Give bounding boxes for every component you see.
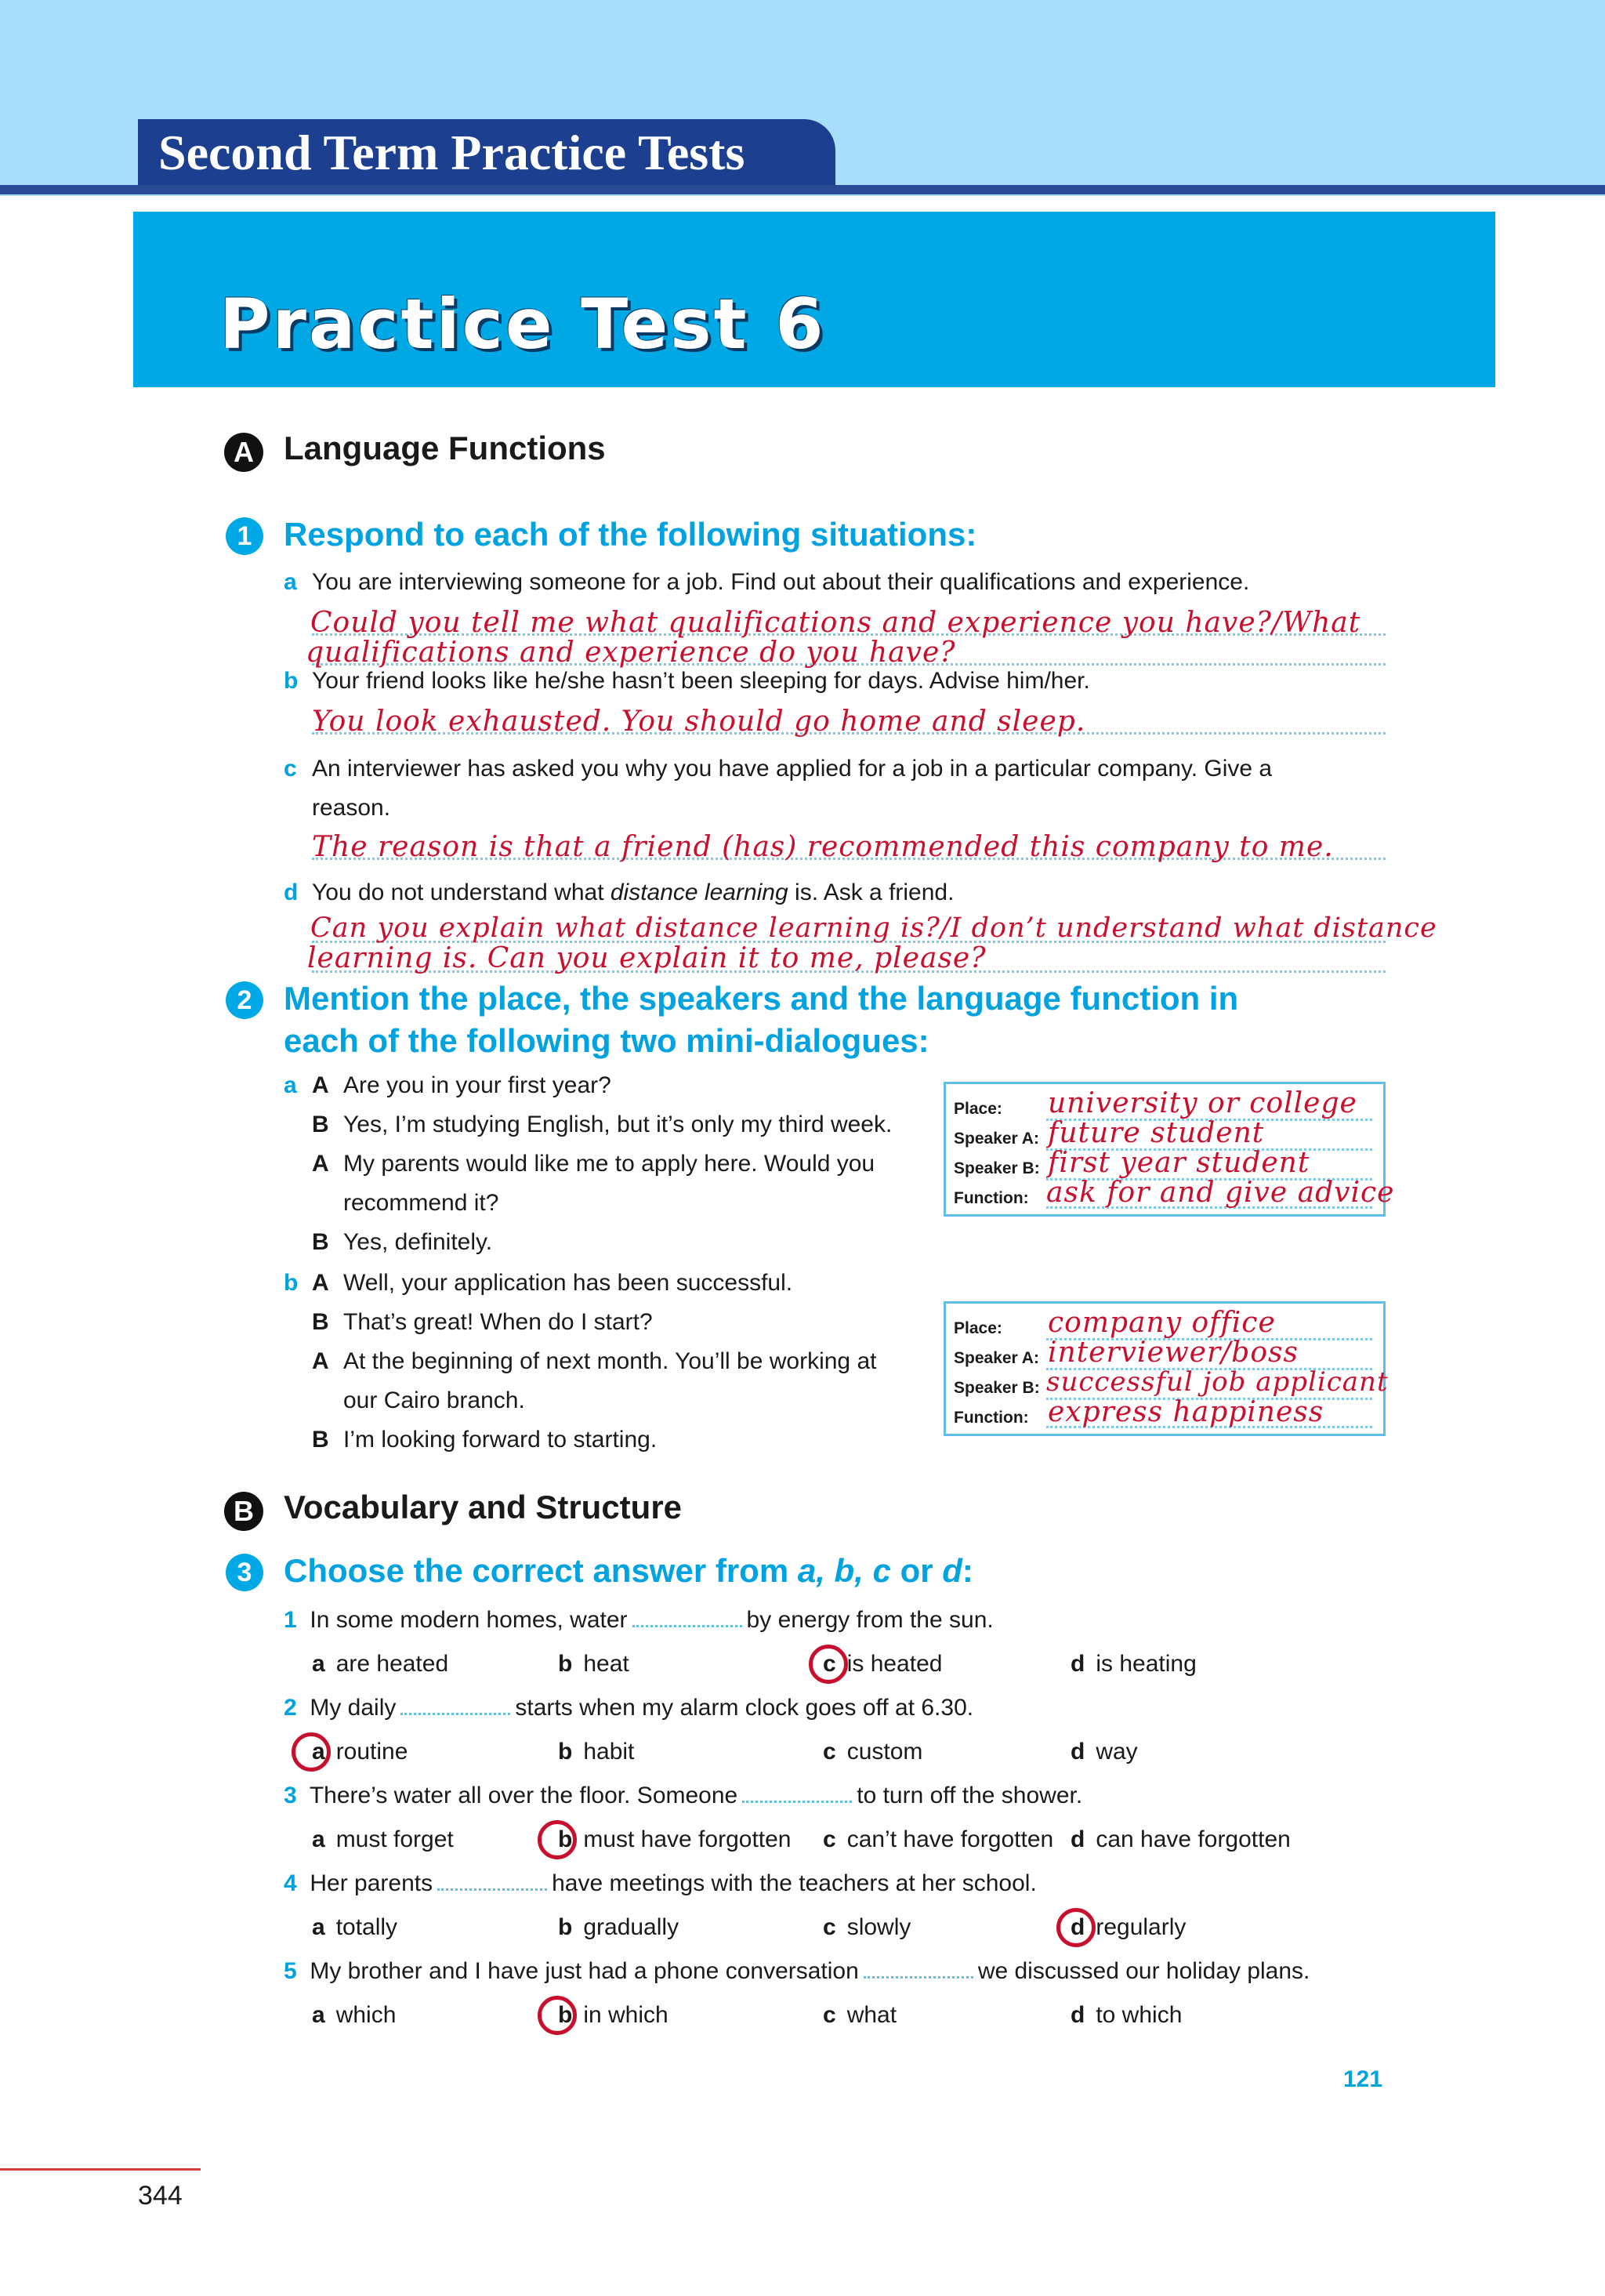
section-a-badge: A [224,433,263,472]
dialogue-b-line: I’m looking forward to starting. [343,1427,658,1453]
q3-title-options: a, b, c [797,1552,891,1589]
dialogue-a-line: My parents would like me to apply here. Would you [343,1151,875,1177]
option-text: in which [583,2002,668,2028]
option-text: way [1096,1739,1138,1765]
option-text: to which [1096,2002,1183,2028]
q2-title-2: each of the following two mini-dialogues: [284,1022,929,1059]
option-letter: d [1071,2002,1085,2028]
dialogue-a-speaker: B [312,1229,329,1255]
dialogue-a-label: a [284,1072,297,1098]
option-letter: c [823,1651,836,1677]
answer-circle-3 [538,1820,577,1859]
q1b-prompt: Your friend looks like he/she hasn’t been sleeping for days. Advise him/her. [312,668,1090,694]
q1d-label: d [284,880,299,905]
q3-item-3-blank [742,1801,852,1803]
option-text: must forget [335,1826,454,1852]
option-letter: c [823,1739,836,1765]
box-a-speaker-a-label: Speaker A: [954,1130,1039,1148]
section-a-title: Language Functions [284,430,606,466]
q3-item-2-option-c[interactable] [823,1739,922,1765]
answer-circle-1 [809,1645,848,1684]
q3-item-4-stem: Her parents [310,1870,433,1896]
option-text: heat [583,1651,629,1677]
q3-item-1-option-a[interactable] [312,1651,448,1678]
box-a-speaker-b-label: Speaker B: [954,1159,1040,1177]
q1c-prompt-1: An interviewer has asked you why you have applied for a job in a particular company. Give a [312,756,1273,782]
dialogue-a-answer-box [944,1082,1395,1217]
q3-item-2-stem-end: starts when my alarm clock goes off at 6.30. [515,1695,974,1721]
q3-item-3-option-a[interactable] [312,1826,454,1853]
dialogue-b-line: our Cairo branch. [343,1387,525,1413]
q3-item-2-stem: My daily [310,1695,397,1721]
box-a-speaker-b: first year student [1048,1147,1310,1179]
q1d-prompt-pre: You do not understand what [312,880,610,905]
q2-badge: 2 [226,981,263,1019]
q3-item-5-option-c[interactable] [823,2002,897,2029]
footer-rule [0,2168,201,2171]
title-band [133,212,1495,387]
q3-item-1 [284,1607,994,1634]
dialogue-b-speaker: B [312,1309,329,1335]
section-b-title: Vocabulary and Structure [284,1489,683,1525]
q1d-prompt [312,880,954,906]
dialogue-b-speaker: A [312,1348,329,1374]
option-letter: a [312,1651,325,1677]
q3-item-5-number: 5 [284,1958,297,1984]
q1a-answer-1: Could you tell me what qualifications and experience you have?/What [310,607,1361,639]
q1a-prompt: You are interviewing someone for a job. Find out about their qualifications and experience. [312,569,1250,595]
answer-circle-5 [538,1996,577,2035]
q2-title-1: Mention the place, the speakers and the language function in [284,980,1239,1017]
dialogue-a-speaker: A [312,1072,329,1098]
option-text: is heated [846,1651,943,1677]
q3-item-5-blank [864,1976,973,1979]
dialogue-b-speaker: A [312,1270,329,1296]
q3-item-2 [284,1695,973,1721]
box-b-speaker-b-label: Speaker B: [954,1379,1040,1397]
option-letter: a [312,1826,325,1852]
q1d-prompt-post: is. Ask a friend. [788,880,955,905]
dialogue-a-speaker: A [312,1151,329,1177]
q3-item-4-option-b[interactable] [558,1914,679,1941]
q3-item-5-option-d[interactable] [1071,2002,1182,2029]
box-a-function-label: Function: [954,1189,1029,1207]
q3-item-1-option-d[interactable] [1071,1651,1197,1678]
answer-circle-2 [292,1732,331,1772]
box-b-place: company office [1048,1307,1276,1339]
q3-item-4-option-c[interactable] [823,1914,911,1941]
page-number: 344 [138,2181,183,2211]
box-b-speaker-b: successful job applicant [1046,1366,1389,1398]
box-a-place-label: Place: [954,1100,1002,1118]
q3-item-2-number: 2 [284,1695,297,1721]
option-letter: a [312,1914,325,1940]
box-b-function-label: Function: [954,1409,1029,1427]
q3-item-4 [284,1870,1037,1897]
q3-title-or: or [890,1552,943,1589]
box-b-speaker-a: interviewer/boss [1048,1337,1299,1369]
option-letter: b [558,1739,573,1765]
box-a-speaker-a: future student [1048,1117,1265,1149]
dialogue-a-line: recommend it? [343,1190,499,1216]
series-title: Second Term Practice Tests [138,119,835,187]
option-letter: a [312,2002,325,2028]
option-letter: d [1071,1914,1085,1940]
q3-item-4-option-a[interactable] [312,1914,397,1941]
q3-item-2-option-b[interactable] [558,1739,634,1765]
box-a-place: university or college [1048,1087,1357,1119]
q1d-answer-2: learning is. Can you explain it to me, please? [307,942,987,974]
q3-title [284,1550,973,1592]
option-text: are heated [335,1651,449,1677]
dialogue-a-line: Yes, I’m studying English, but it’s only my third week. [343,1112,893,1137]
q3-item-2-option-d[interactable] [1071,1739,1138,1765]
option-text: must have forgotten [583,1826,792,1852]
answer-circle-4 [1056,1908,1096,1947]
q3-item-5-stem-end: we discussed our holiday plans. [977,1958,1310,1984]
option-letter: d [1071,1651,1085,1677]
option-text: what [846,2002,897,2028]
dialogue-b-answer-box [944,1301,1389,1436]
q3-item-3-option-c[interactable] [823,1826,1053,1853]
q3-item-3-option-d[interactable] [1071,1826,1291,1853]
q3-item-1-number: 1 [284,1607,297,1633]
option-text: habit [583,1739,635,1765]
section-b-badge: B [224,1492,263,1531]
option-text: can have forgotten [1096,1826,1291,1852]
q3-item-3-number: 3 [284,1783,297,1808]
q3-item-3-option-b[interactable] [558,1826,791,1853]
option-letter: c [823,1914,836,1940]
q3-item-1-option-b[interactable] [558,1651,629,1678]
q1a-label: a [284,569,297,595]
q3-badge: 3 [226,1554,263,1591]
option-text: which [335,2002,397,2028]
q3-item-1-stem: In some modern homes, water [310,1607,628,1633]
q3-item-5 [284,1958,1310,1985]
option-text: gradually [583,1914,679,1940]
option-text: routine [335,1739,408,1765]
option-text: custom [846,1739,923,1765]
option-letter: a [312,1739,325,1765]
q3-title-d: d [942,1552,962,1589]
dialogue-a-line: Are you in your first year? [343,1072,611,1098]
option-text: totally [335,1914,398,1940]
book-page-number: 121 [1343,2066,1383,2092]
dialogue-b-speaker: B [312,1427,329,1453]
q1d-answer-1: Can you explain what distance learning is?/I don’t understand what distance [310,912,1437,944]
dialogue-b-line: Well, your application has been successful. [343,1270,793,1296]
q3-item-4-blank [437,1888,547,1891]
q1d-prompt-term: distance learning [610,880,788,905]
dialogue-b-line: That’s great! When do I start? [343,1309,653,1335]
q3-item-1-stem-end: by energy from the sun. [746,1607,994,1633]
option-letter: d [1071,1826,1085,1852]
q3-item-3-stem: There’s water all over the floor. Someone [309,1783,738,1808]
header-rule [0,185,1605,194]
q3-item-5-option-a[interactable] [312,2002,396,2029]
q3-item-3 [284,1783,1082,1809]
option-text: can’t have forgotten [846,1826,1054,1852]
q3-title-pre: Choose the correct answer from [284,1552,798,1589]
q3-item-5-stem: My brother and I have just had a phone conversation [310,1958,859,1984]
option-letter: b [558,1826,573,1852]
q1c-label: c [284,756,297,782]
q1-badge: 1 [226,517,263,555]
option-letter: b [558,1651,573,1677]
option-text: is heating [1096,1651,1197,1677]
dialogue-b-label: b [284,1270,299,1296]
q3-item-4-stem-end: have meetings with the teachers at her school. [552,1870,1037,1896]
box-b-speaker-a-label: Speaker A: [954,1349,1039,1367]
option-text: regularly [1096,1914,1187,1940]
q1b-label: b [284,668,299,694]
option-letter: b [558,2002,573,2028]
dialogue-b-line: At the beginning of next month. You’ll be working at [343,1348,877,1374]
q1a-answer-2: qualifications and experience do you have? [306,637,956,669]
dialogue-a-line: Yes, definitely. [343,1229,493,1255]
q3-item-2-blank [400,1713,510,1715]
q3-title-colon: : [962,1552,973,1589]
option-letter: d [1071,1739,1085,1765]
option-letter: b [558,1914,573,1940]
option-letter: c [823,1826,836,1852]
option-letter: c [823,2002,836,2028]
box-b-place-label: Place: [954,1319,1002,1337]
test-title: Practice Test 6 [219,284,826,365]
box-a-function: ask for and give advice [1046,1177,1395,1209]
q3-item-4-number: 4 [284,1870,297,1896]
dialogue-a-speaker: B [312,1112,329,1137]
q1-title: Respond to each of the following situations: [284,516,977,553]
box-b-function: express happiness [1048,1396,1324,1428]
q1c-prompt-2: reason. [312,795,391,821]
q1b-answer: You look exhausted. You should go home and sleep. [312,705,1086,738]
q3-item-1-blank [632,1625,742,1627]
q3-item-3-stem-end: to turn off the shower. [857,1783,1083,1808]
q1c-answer: The reason is that a friend (has) recommended this company to me. [312,831,1334,863]
option-text: slowly [846,1914,911,1940]
